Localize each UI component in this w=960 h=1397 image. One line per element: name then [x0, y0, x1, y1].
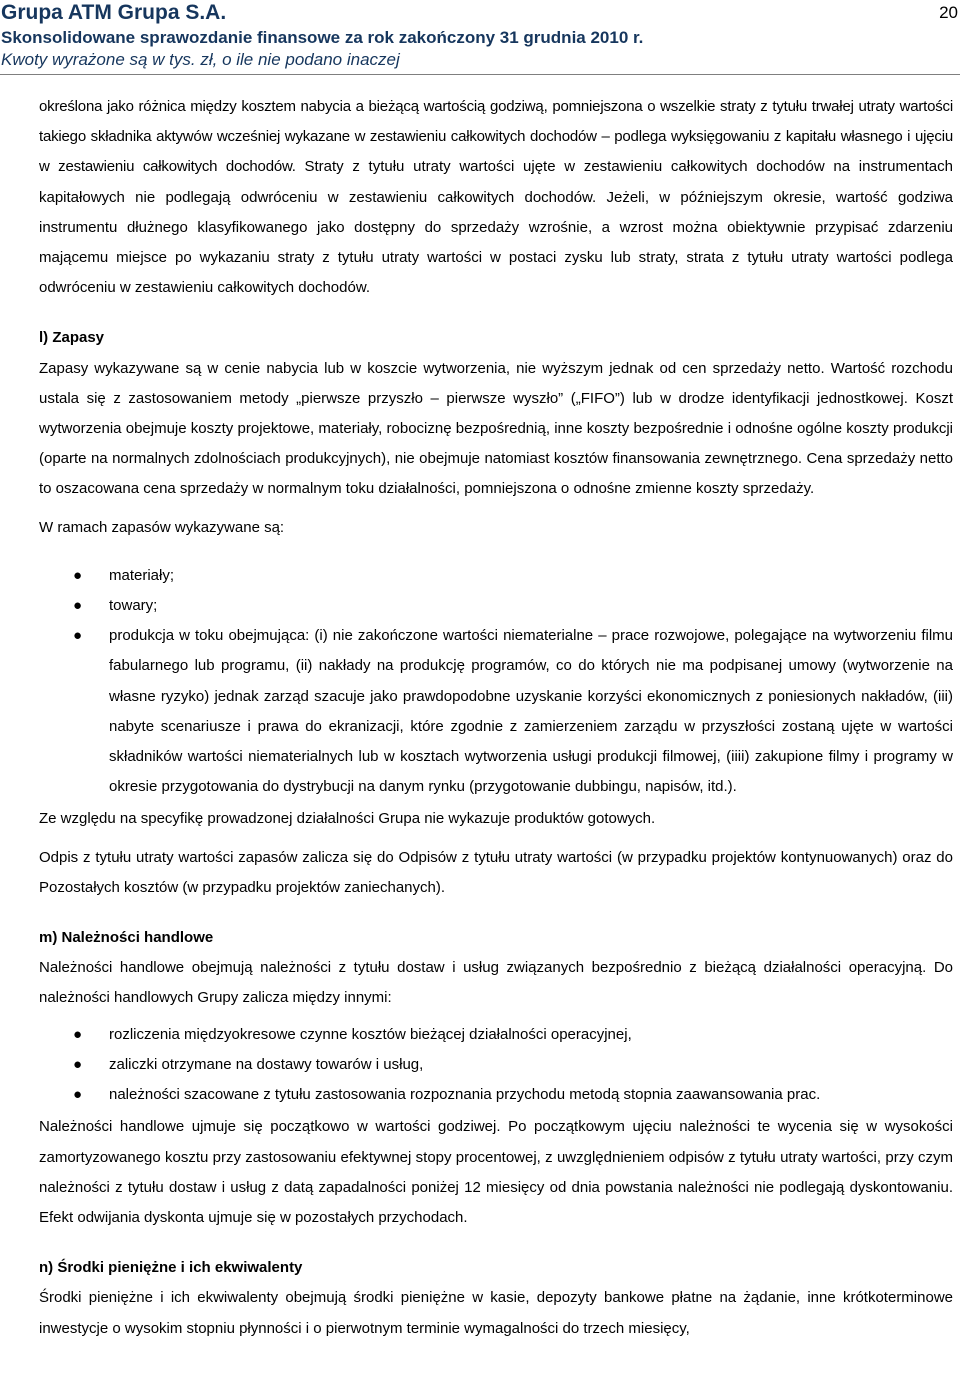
paragraph-receivables-measurement: Należności handlowe ujmuje się początkowo w wartości godziwej. Po początkowym ujęciu należności te wycenia się w wysokości zamortyzowanego kosztu przy zastosowaniu efektywnej stopy procentowej, z uwzględnieniem odpisów z tytułu utraty wartości, przy czym należności z tytułu dostaw i usług z datą zapadalności poniżej 12 miesięcy od dnia powstania należności nie podlegają dyskontowaniu. Efekt odwijania dyskonta ujmuje się w pozostałych przychodach.	[39, 1118, 953, 1226]
receivables-list	[39, 1020, 953, 1111]
paragraph-impairment-part2: Straty z tytułu utraty wartości ujęte w zestawieniu całkowitych dochodów na instrumentach kapitałowych nie podlegają odwróceniu w zestawieniu całkowitych dochodów. Jeżeli, w późniejszym okresie, wartość godziwa instrumentu dłużnego klasyfikowanego jako dostępny do sprzedaży wzrośnie, a wzrost można obiektywnie przypisać zdarzeniu mającemu miejsce po wykazaniu straty z tytułu utraty wartości w postaci zysku lub straty, strata z tytułu utraty wartości podlega odwróceniu w zestawieniu całkowitych dochodów.	[39, 158, 953, 297]
paragraph-impairment-part1: określona jako różnica między kosztem nabycia a bieżącą wartością godziwą, pomniejszona o wszelkie straty z tytułu trwałej utraty wartości takiego składnika aktywów wcześniej wykazane w zestawieniu całkowitych dochodów – podlega wyksięgowaniu z kapitału własnego i ujęciu w zestawieniu całkowitych dochodów.	[39, 98, 953, 176]
list-item-text: towary;	[109, 597, 158, 615]
bullet-icon: ●	[73, 1055, 83, 1073]
list-item	[39, 1020, 953, 1050]
bullet-icon: ●	[73, 627, 83, 645]
bullet-icon: ●	[73, 566, 83, 584]
section-heading-inventory: l) Zapasy	[39, 329, 105, 347]
list-item-text: należności szacowane z tytułu zastosowania rozpoznania przychodu metodą stopnia zaawansowania prac.	[109, 1086, 821, 1104]
company-name: Grupa ATM Grupa S.A.	[1, 1, 227, 24]
paragraph-inventory-intro: W ramach zapasów wykazywane są:	[39, 518, 285, 536]
bullet-icon: ●	[73, 1025, 83, 1043]
header-divider	[0, 74, 960, 75]
list-item	[39, 1050, 953, 1080]
list-item-text: produkcja w toku obejmująca: (i) nie zakończone wartości niematerialne – prace rozwojowe, polegające na wytworzeniu filmu fabularnego lub programu, (ii) nakłady na produkcję programów, co do których nie ma podpisanej umowy (wytworzenie na własne ryzyko) jednak zarząd szacuje jako prawdopodobne uzyskanie korzyści ekonomicznych z poniesionych nakładów, (iii) nabyte scenariusze i prawa do ekranizacji, które zgodnie z zamierzeniem zarządu w przyszłości zostaną ujęte w wartości składników wartości niematerialnych lub w kosztach wytworzenia usługi produkcji filmowej, (iiii) zakupione filmy i programy w okresie przygotowania do dystrybucji na danym rynku (przygotowanie dubbingu, napisów, itd.).	[109, 627, 953, 796]
paragraph-cash-definition: Środki pieniężne i ich ekwiwalenty obejmują środki pieniężne w kasie, depozyty bankowe płatne na żądanie, inne krótkoterminowe inwestycje o wysokim stopniu płynności i o pierwotnym terminie wymagalności do trzech miesięcy,	[39, 1289, 953, 1337]
paragraph-impairment	[39, 92, 953, 303]
section-heading-cash: n) Środki pieniężne i ich ekwiwalenty	[39, 1259, 303, 1277]
document-body	[39, 92, 953, 1344]
bullet-icon: ●	[73, 597, 83, 615]
list-item-text: zaliczki otrzymane na dostawy towarów i usług,	[109, 1055, 424, 1073]
page-number: 20	[939, 3, 958, 22]
section-heading-receivables: m) Należności handlowe	[39, 929, 214, 947]
list-item	[39, 621, 953, 802]
list-item	[39, 591, 953, 621]
page-header	[0, 0, 960, 78]
units-note: Kwoty wyrażone są w tys. zł, o ile nie podano inaczej	[1, 50, 400, 69]
report-title: Skonsolidowane sprawozdanie finansowe za rok zakończony 31 grudnia 2010 r.	[1, 28, 644, 47]
paragraph-inventory-valuation: Zapasy wykazywane są w cenie nabycia lub w koszcie wytworzenia, nie wyższym jednak od cen sprzedaży netto. Wartość rozchodu ustala się z zastosowaniem metody „pierwsze przyszło – pierwsze wyszło” („FIFO”) lub w drodze identyfikacji jednostkowej. Koszt wytworzenia obejmuje koszty projektowe, materiały, robociznę bezpośrednią, inne koszty bezpośrednie i odnośne ogólne koszty produkcji (oparte na normalnych zdolnościach produkcyjnych), nie obejmuje natomiast kosztów finansowania zewnętrznego. Cena sprzedaży netto to oszacowana cena sprzedaży w normalnym toku działalności, pomniejszona o odnośne zmienne koszty sprzedaży.	[39, 359, 953, 498]
paragraph-no-finished-goods: Ze względu na specyfikę prowadzonej działalności Grupa nie wykazuje produktów gotowych.	[39, 810, 656, 828]
list-item	[39, 1080, 953, 1110]
list-item	[39, 561, 953, 591]
paragraph-receivables-definition: Należności handlowe obejmują należności z tytułu dostaw i usług związanych bezpośrednio z bieżącą działalności operacyjną. Do należności handlowych Grupy zalicza między innymi:	[39, 959, 953, 1007]
list-item-text: materiały;	[109, 566, 175, 584]
paragraph-inventory-impairment: Odpis z tytułu utraty wartości zapasów zalicza się do Odpisów z tytułu utraty wartości (w przypadku projektów kontynuowanych) oraz do Pozostałych kosztów (w przypadku projektów zaniechanych).	[39, 848, 953, 896]
bullet-icon: ●	[73, 1086, 83, 1104]
inventory-list	[39, 561, 953, 803]
list-item-text: rozliczenia międzyokresowe czynne kosztów bieżącej działalności operacyjnej,	[109, 1025, 632, 1043]
